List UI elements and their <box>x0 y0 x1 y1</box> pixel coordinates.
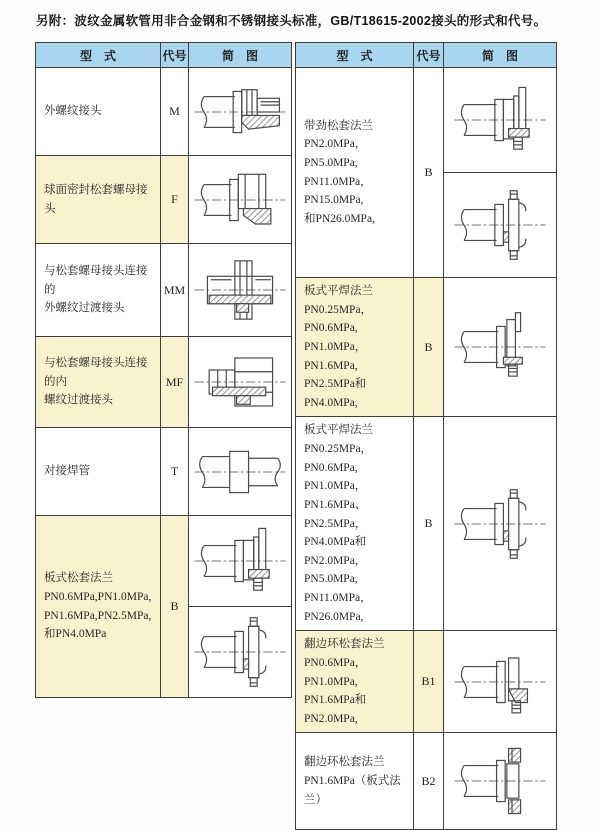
table-row <box>296 631 557 733</box>
fitting-type-line: 翻边环松套法兰 <box>304 756 385 769</box>
fitting-type-line: PN0.25MPa，PN0.6MPa, <box>304 443 373 474</box>
fitting-type-cell <box>296 278 414 417</box>
flange-tall-diagram-cell <box>189 516 292 607</box>
table-row <box>36 516 292 607</box>
col-header-type: 型 式 <box>36 43 161 68</box>
page-title: 另附：波纹金属软管用非合金钢和不锈钢接头标准，GB/T18615-2002接头的形式和代号。 <box>36 14 547 28</box>
flange-tall-icon <box>452 84 548 156</box>
fitting-type-cell <box>296 733 414 830</box>
fitting-type-cell <box>36 428 161 516</box>
sphere-seal-nut-icon <box>192 164 288 236</box>
flange-bolt-icon <box>452 189 548 261</box>
fitting-code: F <box>161 156 189 244</box>
fitting-type-line: 板式松套法兰 <box>44 572 113 585</box>
fitting-type-line: PN2.0MPa，PN5.0MPa, <box>304 138 367 169</box>
male-thread-icon <box>192 76 288 148</box>
fitting-type-line: 外螺纹接头 <box>44 105 102 118</box>
table-row <box>296 733 557 830</box>
male-female-adapter-diagram-cell <box>189 337 292 428</box>
table-row <box>36 156 292 244</box>
sphere-seal-nut-diagram-cell <box>189 156 292 244</box>
fitting-type-line: PN11.0MPa，PN15.0MPa, <box>304 175 372 207</box>
flange-b2-diagram-cell <box>444 733 557 830</box>
fitting-type-cell <box>296 417 414 631</box>
col-header-type: 型 式 <box>296 43 414 68</box>
male-thread-diagram-cell <box>189 68 292 156</box>
fitting-type-line: 带劲松套法兰 <box>304 119 373 132</box>
fitting-code: M <box>161 68 189 156</box>
flange-b1-diagram-cell <box>444 631 557 733</box>
fitting-type-line: 板式平焊法兰 <box>304 424 373 437</box>
table-row <box>36 244 292 337</box>
col-header-diagram: 简 图 <box>189 43 292 68</box>
fitting-type-cell <box>36 68 161 156</box>
fitting-type-line: 与松套螺母接头连接的 <box>44 265 148 296</box>
fitting-type-line: PN2.5MPa，PN4.0MPa和 <box>304 517 367 549</box>
flange-b1-icon <box>452 646 548 718</box>
fitting-code: B2 <box>414 733 444 830</box>
flange-bolt-diagram-cell <box>444 173 557 278</box>
flange-weld-diagram-cell <box>444 278 557 417</box>
fitting-type-line: PN1.6MPa（板式法兰） <box>304 775 401 806</box>
table-row <box>296 417 557 631</box>
fitting-type-line: PN1.0MPa，PN1.6MPa、 <box>304 480 367 511</box>
fitting-type-cell <box>36 244 161 337</box>
fitting-code: T <box>161 428 189 516</box>
fitting-type-line: PN1.6MPa和PN2.0MPa, <box>304 694 367 725</box>
table-row <box>36 428 292 516</box>
col-header-code: 代号 <box>414 43 444 68</box>
flange-bolt-icon <box>452 488 548 560</box>
fitting-type-line: PN0.6MPa，PN1.0MPa, <box>304 656 367 688</box>
table-row <box>296 278 557 417</box>
header-row <box>296 43 557 68</box>
fitting-type-cell <box>36 156 161 244</box>
fitting-type-line: PN2.5MPa和PN4.0MPa, <box>304 378 367 409</box>
fitting-type-line: PN11.0MPa，PN26.0MPa, <box>304 592 372 623</box>
fitting-type-line: 球面密封松套螺母接头 <box>44 183 148 215</box>
fitting-type-line: 和PN4.0MPa <box>44 628 107 641</box>
male-female-adapter-icon <box>192 346 288 418</box>
fitting-type-line: PN0.6MPa,PN1.0MPa, <box>44 590 152 603</box>
flange-bolt-icon <box>192 616 288 688</box>
fitting-code: B <box>161 516 189 698</box>
fitting-type-line: 翻边环松套法兰 <box>304 638 385 651</box>
fitting-type-line: PN1.6MPa,PN2.5MPa, <box>44 609 152 622</box>
fitting-type-line: 对接焊管 <box>44 465 90 478</box>
flange-bolt-diagram-cell <box>444 417 557 631</box>
fitting-type-line: PN2.0MPa，PN5.0MPa, <box>304 554 367 586</box>
fitting-type-line: 与松套螺母接头连接的内 <box>44 357 148 388</box>
butt-weld-diagram-cell <box>189 428 292 516</box>
flange-b2-icon <box>452 745 548 817</box>
flange-tall-diagram-cell <box>444 68 557 173</box>
fitting-type-cell <box>296 68 414 278</box>
fitting-type-line: 板式平焊法兰 <box>304 285 373 297</box>
flange-bolt-diagram-cell <box>189 607 292 698</box>
fitting-type-line: 和PN26.0MPa, <box>304 212 375 225</box>
fitting-type-cell <box>296 631 414 733</box>
fitting-type-line: 螺纹过渡接头 <box>44 394 113 407</box>
fittings-table-left <box>35 42 292 698</box>
fitting-code: MM <box>161 244 189 337</box>
fittings-table-right <box>295 42 557 830</box>
butt-weld-icon <box>192 436 288 508</box>
flange-weld-icon <box>452 311 548 383</box>
fitting-code: B <box>414 68 444 278</box>
table-row <box>296 68 557 173</box>
fitting-type-line: 外螺纹过渡接头 <box>44 302 125 315</box>
table-row <box>36 68 292 156</box>
fitting-type-line: PN0.25MPa，PN0.6MPa, <box>304 303 373 335</box>
fitting-type-cell <box>36 337 161 428</box>
male-male-adapter-diagram-cell <box>189 244 292 337</box>
header-row <box>36 43 292 68</box>
fitting-code: B <box>414 278 444 417</box>
fittings-table <box>35 42 557 830</box>
fitting-code: B1 <box>414 631 444 733</box>
male-male-adapter-icon <box>192 254 288 326</box>
fitting-type-cell <box>36 516 161 698</box>
table-row <box>36 337 292 428</box>
fitting-code: MF <box>161 337 189 428</box>
fitting-code: B <box>414 417 444 631</box>
fitting-type-line: PN1.0MPa，PN1.6MPa, <box>304 340 367 372</box>
flange-tall-icon <box>192 525 288 597</box>
col-header-code: 代号 <box>161 43 189 68</box>
col-header-diagram: 简 图 <box>444 43 557 68</box>
